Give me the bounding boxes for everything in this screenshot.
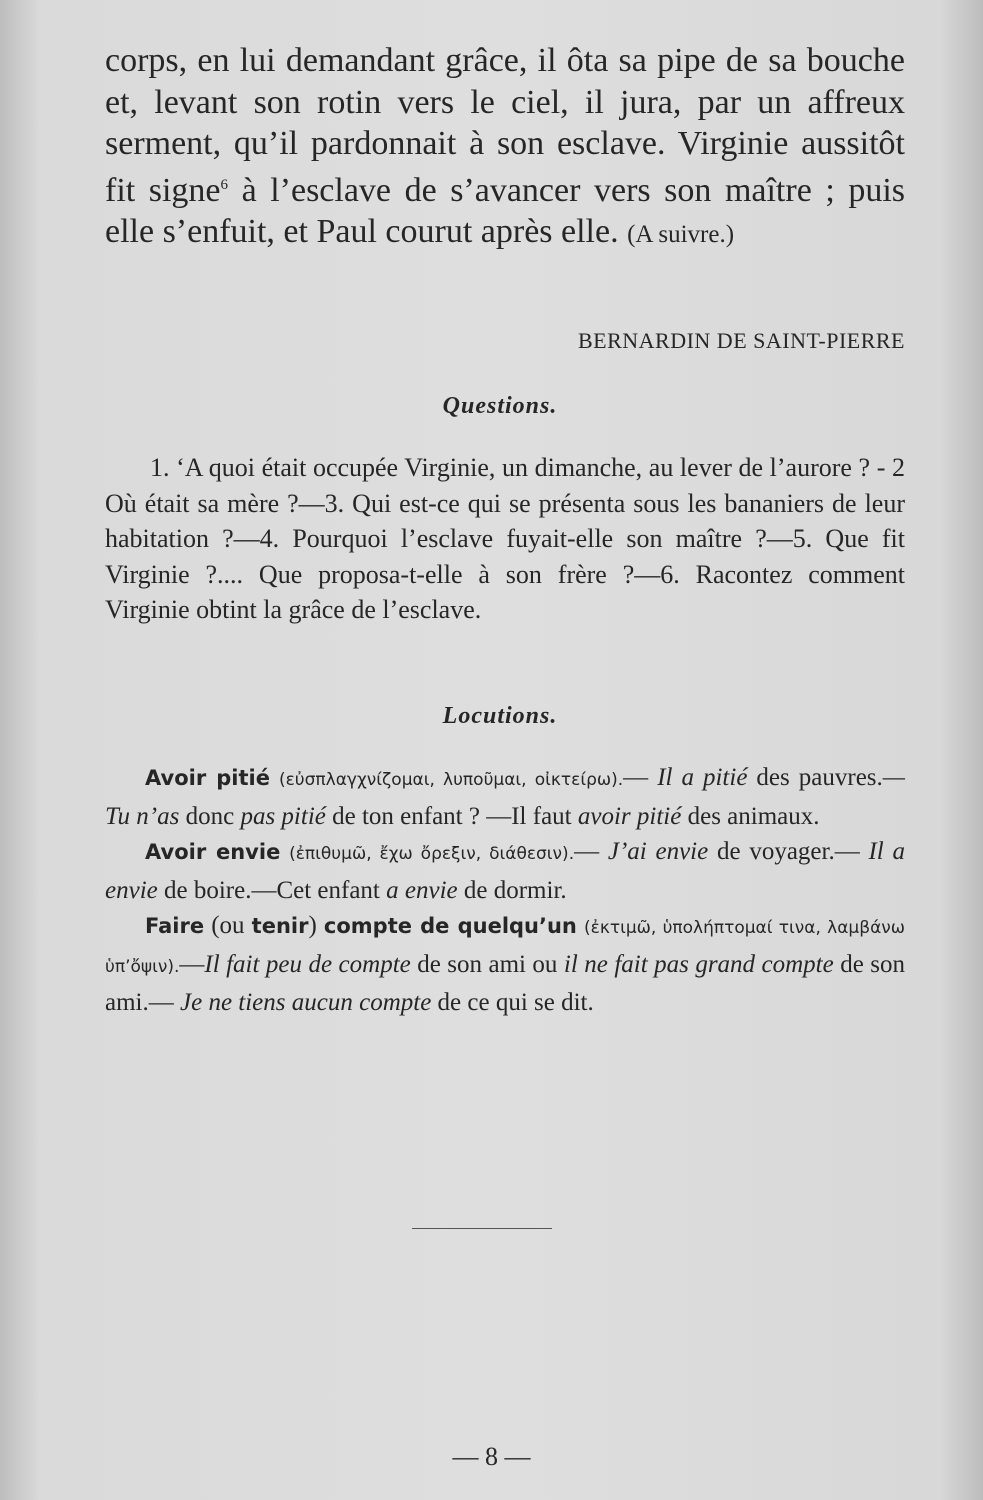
- locution-example: Je ne tiens aucun compte: [180, 989, 432, 1016]
- locution-term: tenir: [251, 914, 309, 938]
- locution-text: de ton enfant ? —Il faut: [325, 802, 578, 830]
- locution-text: (ou: [204, 912, 252, 939]
- story-text: corps, en lui demandant grâce, il ôta sa pipe de sa bouche et, levant son rotin vers le ciel, il jura, par un affreux serment, qu’il pardonnait à son esclave. Virginie aussitôt fit signe: [105, 42, 905, 209]
- locution-term: compte de quelqu’un: [323, 914, 577, 938]
- locution-text: de son ami ou: [410, 950, 564, 978]
- section-divider: [412, 1228, 552, 1229]
- story-paragraph: [105, 40, 905, 256]
- locution-text: de boire.—Cet enfant: [157, 876, 387, 904]
- locution-entry: [105, 908, 905, 1021]
- locution-term: Faire: [145, 914, 205, 938]
- locution-example: —Tu n’as: [105, 764, 906, 830]
- locutions-heading: Locutions.: [442, 703, 558, 729]
- questions-text: 1. ‘A quoi était occupée Virginie, un dimanche, au lever de l’aurore ? - 2 Où était sa mère ?—3. Qui est-ce qui se présenta sous les bananiers de leur habitation ?—4. Pourquoi l’esclave fuyait-elle son maître ?—5. Que fit Virginie ?.... Que proposa-t-elle à son frère ?—6. Racontez comment Virginie obtint la grâce de l’esclave.: [105, 453, 905, 624]
- locution-example: pas pitié: [240, 802, 326, 830]
- locution-text: —: [574, 838, 608, 865]
- greek-translation: (ἐκτιμῶ, ὑπολήπτομαί τινα, λαμβάνω ὑπ’ὄψιν).: [105, 918, 906, 977]
- locution-text: —: [179, 950, 205, 978]
- locution-example: avoir pitié: [577, 802, 682, 830]
- continued-note: (A suivre.): [627, 221, 735, 248]
- locution-text: de voyager.—: [708, 838, 869, 865]
- locution-text: de dormir.: [457, 876, 567, 904]
- locution-text: de ce qui se dit.: [431, 989, 594, 1016]
- locution-example: Il a envie: [105, 838, 906, 904]
- story-text-after: à l’esclave de s’avancer vers son maître ; puis elle s’enfuit, et Paul courut après elle.: [105, 171, 905, 250]
- story-passage: [105, 40, 905, 256]
- locution-text: des pauvres.: [747, 764, 883, 791]
- locution-example: Il a pitié: [657, 764, 748, 791]
- locution-text: des animaux.: [681, 802, 820, 830]
- locution-entry: [105, 760, 905, 834]
- locution-term: Avoir envie: [145, 840, 281, 864]
- locution-example: Il fait peu de compte: [204, 950, 411, 978]
- greek-translation: (εὐσπλαγχνίζομαι, λυποῦμαι, οἰκτείρω).: [278, 770, 624, 790]
- locution-text: donc: [179, 802, 241, 830]
- questions-heading: Questions.: [442, 393, 558, 419]
- locution-example: a envie: [386, 876, 458, 904]
- locution-text: —: [623, 764, 658, 791]
- locutions-list: [105, 760, 905, 1021]
- footnote-ref: 6: [220, 176, 229, 193]
- locution-entry: [105, 834, 905, 908]
- locution-term: Avoir pitié: [145, 766, 270, 790]
- locution-text: de son ami.—: [105, 950, 905, 1016]
- author-signature: BERNARDIN DE SAINT-PIERRE: [577, 328, 905, 353]
- locution-example: J’ai envie: [607, 838, 709, 865]
- greek-translation: (ἐπιθυμῶ, ἔχω ὄρεξιν, διάθεσιν).: [289, 844, 575, 864]
- page-number: — 8 —: [452, 1442, 531, 1471]
- locution-example: il ne fait pas grand compte: [563, 950, 834, 978]
- locution-text: ): [308, 912, 324, 939]
